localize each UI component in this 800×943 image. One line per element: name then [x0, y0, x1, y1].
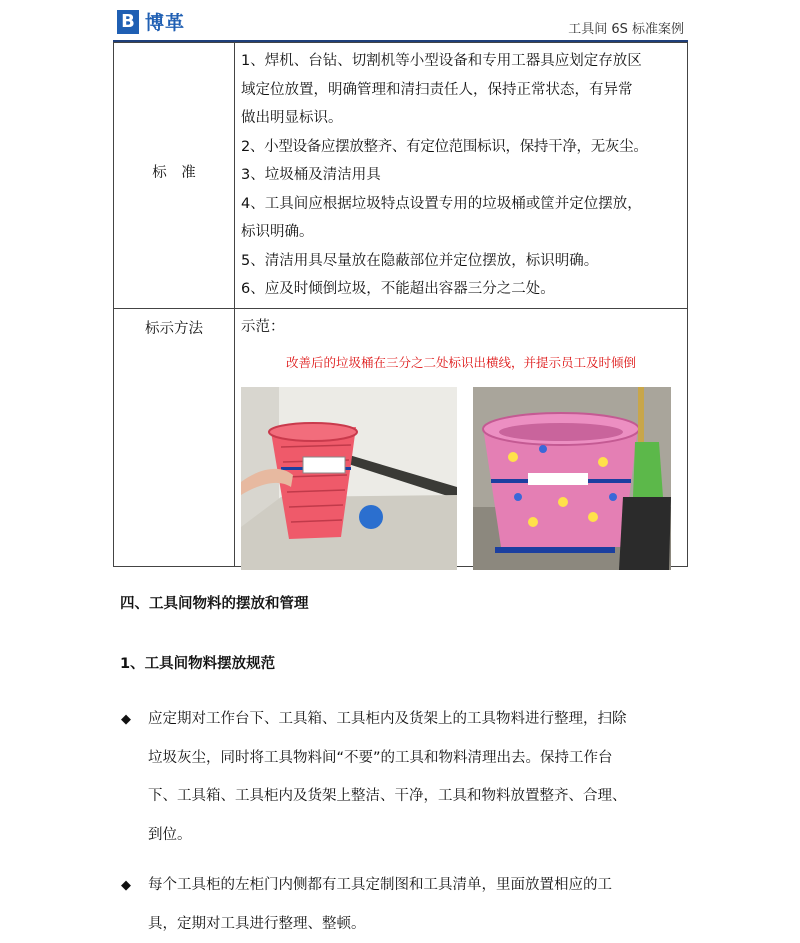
standard-line: 5、清洁用具尽量放在隐蔽部位并定位摆放，标识明确。	[241, 247, 685, 276]
bullet-paragraph	[148, 866, 688, 943]
photo-caption: 改善后的垃圾桶在三分之二处标识出横线，并提示员工及时倾倒	[235, 353, 687, 371]
standard-line: 3、垃圾桶及清洁用具	[241, 161, 685, 190]
bullet-paragraph	[148, 700, 688, 854]
company-logo	[117, 8, 185, 35]
table-row	[114, 43, 688, 309]
standard-line: 1、焊机、台钻、切割机等小型设备和专用工器具应划定存放区	[241, 47, 685, 76]
paragraph-line: 到位。	[148, 816, 688, 855]
table-row	[114, 308, 688, 566]
paragraph-line: 垃圾灰尘，同时将工具物料间“不要”的工具和物料清理出去。保持工作台	[148, 739, 688, 778]
pink-trash-bucket-photo	[473, 387, 671, 570]
row-label-standard: 标 准	[114, 43, 235, 309]
standard-line: 4、工具间应根据垃圾特点设置专用的垃圾桶或筐并定位摆放，	[241, 190, 685, 219]
paragraph-line: 每个工具柜的左柜门内侧都有工具定制图和工具清单，里面放置相应的工	[148, 866, 688, 905]
standard-content	[235, 43, 688, 309]
paragraph-line: 下、工具箱、工具柜内及货架上整洁、干净，工具和物料放置整齐、合理、	[148, 777, 688, 816]
document-title: 工具间 6S 标准案例	[568, 18, 684, 37]
red-trash-basket-photo	[241, 387, 457, 570]
row-label-method: 标示方法	[114, 308, 235, 566]
demo-title: 示范：	[241, 315, 285, 336]
standard-line: 做出明显标识。	[241, 104, 685, 133]
logo-icon: B	[117, 10, 139, 34]
demo-cell	[235, 308, 688, 566]
diamond-bullet-icon: ◆	[121, 878, 131, 893]
section-heading: 四、工具间物料的摆放和管理	[120, 592, 309, 613]
standard-table	[113, 42, 688, 567]
section-subheading: 1、工具间物料摆放规范	[120, 652, 275, 673]
standard-line: 6、应及时倾倒垃圾，不能超出容器三分之二处。	[241, 275, 685, 304]
standard-line: 2、小型设备应摆放整齐、有定位范围标识，保持干净，无灰尘。	[241, 133, 685, 162]
standard-line: 标识明确。	[241, 218, 685, 247]
page-header	[113, 6, 688, 42]
paragraph-line: 应定期对工作台下、工具箱、工具柜内及货架上的工具物料进行整理，扫除	[148, 700, 688, 739]
standard-line: 域定位放置，明确管理和清扫责任人，保持正常状态，有异常	[241, 76, 685, 105]
diamond-bullet-icon: ◆	[121, 712, 131, 727]
logo-text: 博革	[145, 8, 185, 35]
paragraph-line: 具，定期对工具进行整理、整顿。	[148, 905, 688, 943]
